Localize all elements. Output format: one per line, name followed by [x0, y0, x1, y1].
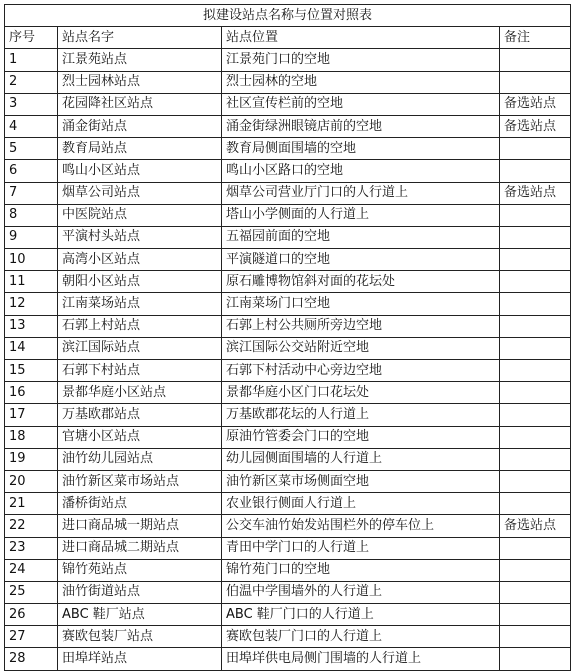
cell-name: 朝阳小区站点 — [58, 271, 222, 293]
table-row — [5, 160, 571, 182]
table-row — [5, 337, 571, 359]
cell-location: 鸣山小区路口的空地 — [222, 160, 500, 182]
cell-no: 12 — [5, 293, 58, 315]
cell-note: 备选站点 — [500, 182, 571, 204]
cell-note — [500, 49, 571, 71]
cell-name: 景都华庭小区站点 — [58, 382, 222, 404]
cell-note — [500, 404, 571, 426]
cell-location: 原石雕博物馆斜对面的花坛处 — [222, 271, 500, 293]
cell-location: 教育局侧面围墙的空地 — [222, 138, 500, 160]
table-row — [5, 426, 571, 448]
cell-name: 烟草公司站点 — [58, 182, 222, 204]
cell-note — [500, 271, 571, 293]
cell-name: 油竹新区菜市场站点 — [58, 470, 222, 492]
cell-location: 幼儿园侧面围墙的人行道上 — [222, 448, 500, 470]
cell-no: 1 — [5, 49, 58, 71]
cell-name: 锦竹苑站点 — [58, 559, 222, 581]
cell-location: 青田中学门口的人行道上 — [222, 537, 500, 559]
cell-name: 鸣山小区站点 — [58, 160, 222, 182]
cell-location: 烟草公司营业厅门口的人行道上 — [222, 182, 500, 204]
cell-location: 锦竹苑门口的空地 — [222, 559, 500, 581]
table-row — [5, 204, 571, 226]
cell-note — [500, 648, 571, 670]
cell-location: 伯温中学围墙外的人行道上 — [222, 581, 500, 603]
cell-location: 油竹新区菜市场侧面空地 — [222, 470, 500, 492]
cell-location: 田埠垟供电局侧门围墙的人行道上 — [222, 648, 500, 670]
cell-name: 滨江国际站点 — [58, 337, 222, 359]
table-row — [5, 648, 571, 670]
cell-location: ABC 鞋厂门口的人行道上 — [222, 604, 500, 626]
table-row — [5, 271, 571, 293]
table-row — [5, 604, 571, 626]
cell-note — [500, 315, 571, 337]
table-title: 拟建设站点名称与位置对照表 — [5, 5, 571, 27]
cell-no: 9 — [5, 226, 58, 248]
cell-name: 进口商品城二期站点 — [58, 537, 222, 559]
header-note: 备注 — [500, 27, 571, 49]
table-row — [5, 115, 571, 137]
header-location: 站点位置 — [222, 27, 500, 49]
cell-no: 22 — [5, 515, 58, 537]
table-row — [5, 404, 571, 426]
cell-name: 田埠垟站点 — [58, 648, 222, 670]
cell-no: 18 — [5, 426, 58, 448]
cell-note: 备选站点 — [500, 115, 571, 137]
cell-no: 28 — [5, 648, 58, 670]
table-row — [5, 71, 571, 93]
cell-location: 万基欧郡花坛的人行道上 — [222, 404, 500, 426]
cell-note: 备选站点 — [500, 515, 571, 537]
cell-location: 五福园前面的空地 — [222, 226, 500, 248]
cell-note — [500, 581, 571, 603]
cell-location: 江景苑门口的空地 — [222, 49, 500, 71]
cell-note — [500, 337, 571, 359]
cell-note — [500, 204, 571, 226]
table-row — [5, 93, 571, 115]
cell-no: 16 — [5, 382, 58, 404]
cell-no: 25 — [5, 581, 58, 603]
cell-note — [500, 493, 571, 515]
cell-note — [500, 360, 571, 382]
cell-no: 20 — [5, 470, 58, 492]
cell-no: 26 — [5, 604, 58, 626]
cell-location: 社区宣传栏前的空地 — [222, 93, 500, 115]
table-header-row — [5, 27, 571, 49]
table-row — [5, 226, 571, 248]
cell-no: 7 — [5, 182, 58, 204]
cell-location: 原油竹管委会门口的空地 — [222, 426, 500, 448]
header-no: 序号 — [5, 27, 58, 49]
table-row — [5, 626, 571, 648]
cell-name: 江景苑站点 — [58, 49, 222, 71]
cell-note — [500, 249, 571, 271]
cell-no: 15 — [5, 360, 58, 382]
table-row — [5, 470, 571, 492]
cell-location: 赛欧包装厂门口的人行道上 — [222, 626, 500, 648]
cell-location: 滨江国际公交站附近空地 — [222, 337, 500, 359]
cell-note: 备选站点 — [500, 93, 571, 115]
cell-location: 涌金街绿洲眼镜店前的空地 — [222, 115, 500, 137]
table-row — [5, 382, 571, 404]
table-row — [5, 182, 571, 204]
cell-name: 高湾小区站点 — [58, 249, 222, 271]
cell-note — [500, 604, 571, 626]
table-row — [5, 293, 571, 315]
cell-location: 烈士园林的空地 — [222, 71, 500, 93]
cell-note — [500, 537, 571, 559]
cell-no: 27 — [5, 626, 58, 648]
table-row — [5, 493, 571, 515]
cell-name: 官塘小区站点 — [58, 426, 222, 448]
cell-name: 江南菜场站点 — [58, 293, 222, 315]
table-row — [5, 559, 571, 581]
cell-no: 13 — [5, 315, 58, 337]
cell-name: 烈士园林站点 — [58, 71, 222, 93]
cell-note — [500, 71, 571, 93]
cell-no: 3 — [5, 93, 58, 115]
cell-note — [500, 448, 571, 470]
cell-name: 平演村头站点 — [58, 226, 222, 248]
cell-location: 平演隧道口的空地 — [222, 249, 500, 271]
cell-no: 5 — [5, 138, 58, 160]
cell-no: 17 — [5, 404, 58, 426]
table-row — [5, 249, 571, 271]
cell-note — [500, 559, 571, 581]
cell-note — [500, 138, 571, 160]
table-row — [5, 515, 571, 537]
cell-name: 油竹幼儿园站点 — [58, 448, 222, 470]
cell-location: 公交车油竹始发站围栏外的停车位上 — [222, 515, 500, 537]
cell-name: 油竹街道站点 — [58, 581, 222, 603]
table-row — [5, 49, 571, 71]
cell-name: 石郭下村站点 — [58, 360, 222, 382]
table-title-row — [5, 5, 571, 27]
cell-name: 石郭上村站点 — [58, 315, 222, 337]
cell-no: 8 — [5, 204, 58, 226]
cell-no: 23 — [5, 537, 58, 559]
cell-note — [500, 226, 571, 248]
table-row — [5, 315, 571, 337]
cell-no: 21 — [5, 493, 58, 515]
cell-no: 10 — [5, 249, 58, 271]
cell-no: 19 — [5, 448, 58, 470]
cell-location: 农业银行侧面人行道上 — [222, 493, 500, 515]
cell-location: 景都华庭小区门口花坛处 — [222, 382, 500, 404]
cell-note — [500, 626, 571, 648]
cell-name: ABC 鞋厂站点 — [58, 604, 222, 626]
table-row — [5, 360, 571, 382]
cell-no: 4 — [5, 115, 58, 137]
cell-location: 江南菜场门口空地 — [222, 293, 500, 315]
cell-note — [500, 160, 571, 182]
table-row — [5, 448, 571, 470]
cell-name: 万基欧郡站点 — [58, 404, 222, 426]
cell-name: 中医院站点 — [58, 204, 222, 226]
cell-name: 教育局站点 — [58, 138, 222, 160]
cell-no: 24 — [5, 559, 58, 581]
cell-name: 进口商品城一期站点 — [58, 515, 222, 537]
cell-name: 潘桥街站点 — [58, 493, 222, 515]
cell-no: 2 — [5, 71, 58, 93]
cell-note — [500, 426, 571, 448]
cell-location: 塔山小学侧面的人行道上 — [222, 204, 500, 226]
cell-note — [500, 382, 571, 404]
cell-location: 石郭下村活动中心旁边空地 — [222, 360, 500, 382]
cell-no: 11 — [5, 271, 58, 293]
cell-name: 涌金街站点 — [58, 115, 222, 137]
table-row — [5, 581, 571, 603]
station-table — [4, 4, 571, 671]
table-row — [5, 138, 571, 160]
cell-location: 石郭上村公共厕所旁边空地 — [222, 315, 500, 337]
cell-name: 花园降社区站点 — [58, 93, 222, 115]
header-name: 站点名字 — [58, 27, 222, 49]
cell-no: 6 — [5, 160, 58, 182]
table-row — [5, 537, 571, 559]
cell-note — [500, 293, 571, 315]
cell-name: 赛欧包装厂站点 — [58, 626, 222, 648]
cell-note — [500, 470, 571, 492]
cell-no: 14 — [5, 337, 58, 359]
